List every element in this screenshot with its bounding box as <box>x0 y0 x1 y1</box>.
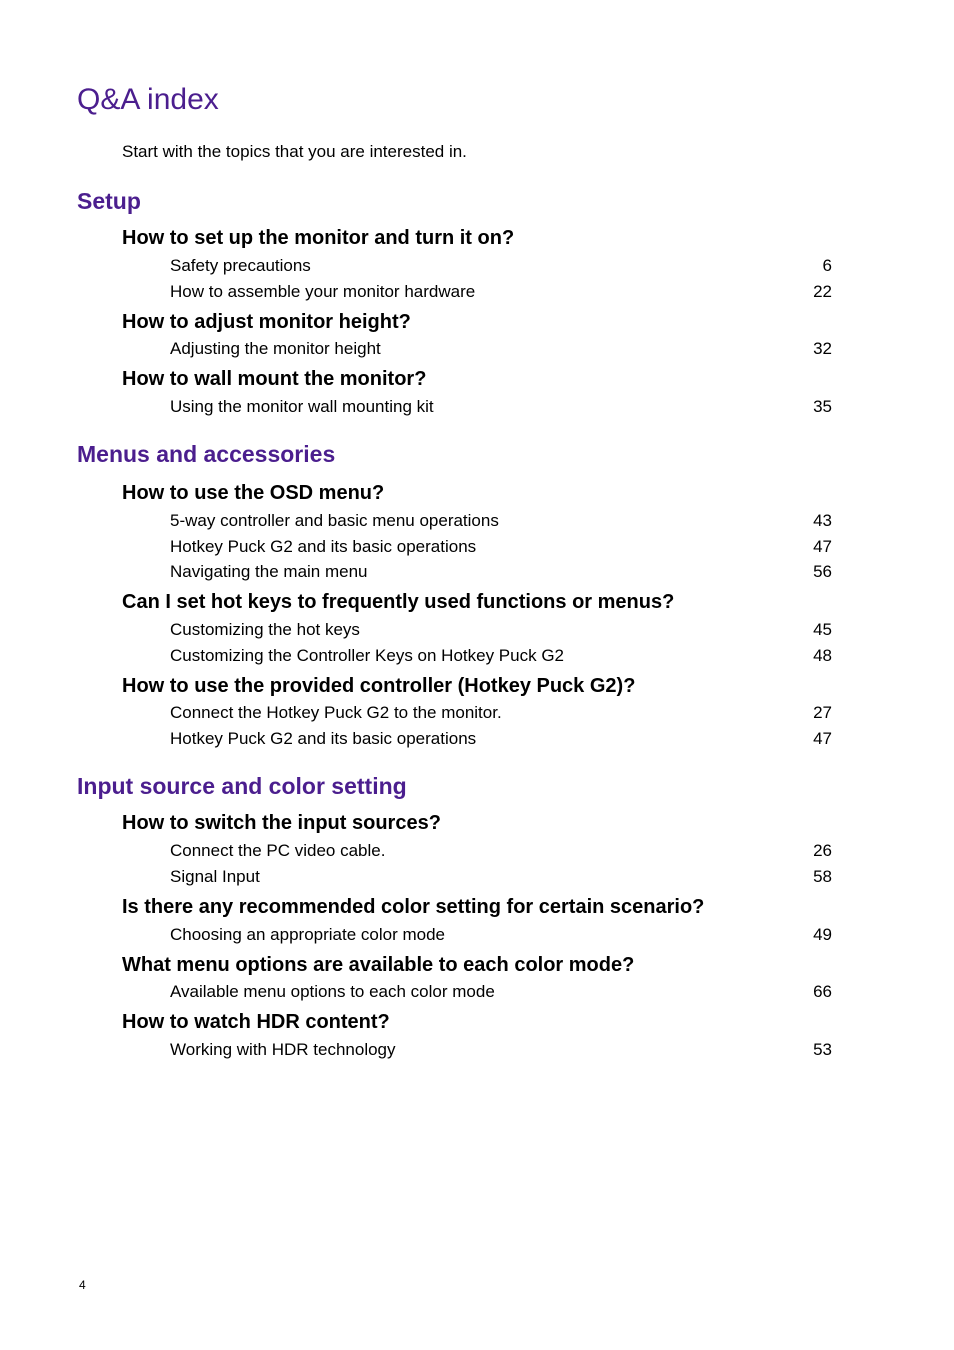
entry-label: Customizing the hot keys <box>170 620 360 639</box>
entry-page-number: 43 <box>813 511 832 530</box>
index-entry[interactable] <box>170 1040 832 1060</box>
index-entry[interactable] <box>170 841 832 861</box>
entry-label: Connect the Hotkey Puck G2 to the monitor. <box>170 703 502 722</box>
entry-label: Safety precautions <box>170 256 311 275</box>
question-controller: How to use the provided controller (Hotkey Puck G2)? <box>122 675 636 697</box>
entry-page-number: 66 <box>813 982 832 1001</box>
index-entry[interactable] <box>170 620 832 640</box>
entry-page-number: 35 <box>813 397 832 416</box>
entry-page-number: 27 <box>813 703 832 722</box>
index-entry[interactable] <box>170 282 832 302</box>
entry-label: Signal Input <box>170 867 260 886</box>
index-entry[interactable] <box>170 511 832 531</box>
entry-label: Hotkey Puck G2 and its basic operations <box>170 729 477 748</box>
entry-label: 5-way controller and basic menu operations <box>170 511 499 530</box>
index-entry[interactable] <box>170 537 832 557</box>
index-entry[interactable] <box>170 703 832 723</box>
entry-label: Available menu options to each color mode <box>170 982 495 1001</box>
entry-page-number: 48 <box>813 646 832 665</box>
entry-page-number: 49 <box>813 925 832 944</box>
entry-page-number: 22 <box>813 282 832 301</box>
entry-label: How to assemble your monitor hardware <box>170 282 476 301</box>
question-menu-options: What menu options are available to each color mode? <box>122 954 635 976</box>
entry-label: Navigating the main menu <box>170 562 368 581</box>
section-heading-input-color: Input source and color setting <box>77 773 407 799</box>
index-entry[interactable] <box>170 562 832 582</box>
index-entry[interactable] <box>170 256 832 276</box>
footer-page-number: 4 <box>79 1278 86 1292</box>
section-heading-menus: Menus and accessories <box>77 441 336 467</box>
index-entry[interactable] <box>170 339 832 359</box>
entry-page-number: 26 <box>813 841 832 860</box>
question-adjust-height: How to adjust monitor height? <box>122 311 411 333</box>
entry-page-number: 58 <box>813 867 832 886</box>
index-entry[interactable] <box>170 925 832 945</box>
entry-label: Hotkey Puck G2 and its basic operations <box>170 537 477 556</box>
index-entry[interactable] <box>170 729 832 749</box>
entry-label: Working with HDR technology <box>170 1040 396 1059</box>
entry-label: Choosing an appropriate color mode <box>170 925 446 944</box>
entry-page-number: 32 <box>813 339 832 358</box>
index-entry[interactable] <box>170 646 832 666</box>
entry-page-number: 53 <box>813 1040 832 1059</box>
intro-text: Start with the topics that you are interested in. <box>122 142 467 161</box>
entry-page-number: 47 <box>813 729 832 748</box>
entry-label: Adjusting the monitor height <box>170 339 381 358</box>
question-input-sources: How to switch the input sources? <box>122 812 441 834</box>
question-wall-mount: How to wall mount the monitor? <box>122 368 427 390</box>
entry-page-number: 47 <box>813 537 832 556</box>
entry-page-number: 6 <box>822 256 832 275</box>
index-entry[interactable] <box>170 982 832 1002</box>
page-title: Q&A index <box>77 83 219 116</box>
index-entry[interactable] <box>170 397 832 417</box>
question-setup-turn-on: How to set up the monitor and turn it on? <box>122 227 515 249</box>
question-osd-menu: How to use the OSD menu? <box>122 482 385 504</box>
question-hdr-content: How to watch HDR content? <box>122 1011 390 1033</box>
entry-page-number: 45 <box>813 620 832 639</box>
entry-label: Customizing the Controller Keys on Hotkey Puck G2 <box>170 646 565 665</box>
entry-label: Connect the PC video cable. <box>170 841 386 860</box>
question-hot-keys: Can I set hot keys to frequently used functions or menus? <box>122 591 675 613</box>
question-color-setting: Is there any recommended color setting for certain scenario? <box>122 896 705 918</box>
entry-label: Using the monitor wall mounting kit <box>170 397 434 416</box>
entry-page-number: 56 <box>813 562 832 581</box>
section-heading-setup: Setup <box>77 188 141 214</box>
index-entry[interactable] <box>170 867 832 887</box>
